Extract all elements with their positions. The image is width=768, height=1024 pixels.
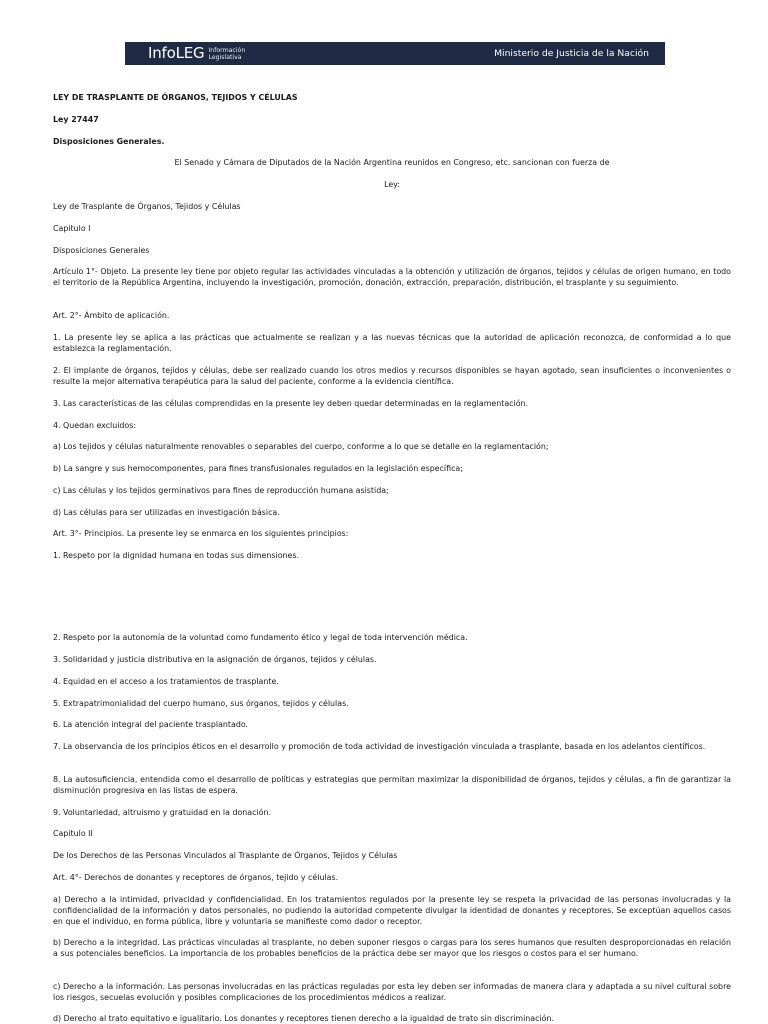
chapter-2-title: De los Derechos de las Personas Vinculados al Trasplante de Órganos, Tejidos y Células bbox=[53, 851, 398, 860]
article-3-item-6: 6. La atención integral del paciente trasplantado. bbox=[53, 720, 249, 729]
article-3-item-5: 5. Extrapatrimonialidad del cuerpo humano, sus órganos, tejidos y células. bbox=[53, 699, 349, 708]
logo-subtitle bbox=[208, 47, 245, 61]
article-2-item-4c: c) Las células y los tejidos germinativos para fines de reproducción humana asistida; bbox=[53, 486, 389, 495]
enactment-formula: El Senado y Cámara de Diputados de la Nación Argentina reunidos en Congreso, etc. sancionan con fuerza de bbox=[174, 158, 610, 167]
law-title: LEY DE TRASPLANTE DE ÓRGANOS, TEJIDOS Y CÉLULAS bbox=[53, 93, 298, 102]
article-3-item-9: 9. Voluntariedad, altruismo y gratuidad en la donación. bbox=[53, 808, 271, 817]
article-3-item-4: 4. Equidad en el acceso a los tratamientos de trasplante. bbox=[53, 677, 279, 686]
ley-label: Ley: bbox=[384, 180, 400, 189]
logo-wordmark: InfoLEG bbox=[148, 44, 205, 62]
article-2-item-4: 4. Quedan excluidos: bbox=[53, 421, 137, 430]
article-4-heading: Art. 4°- Derechos de donantes y receptores de órganos, tejido y células. bbox=[53, 873, 339, 882]
article-3-item-7: 7. La observancia de los principios éticos en el desarrollo y promoción de toda actividad de investigación vinculada a trasplante, basada en los adelantos científicos. bbox=[53, 742, 706, 751]
logo-subtitle-line-1: Información bbox=[208, 46, 246, 54]
article-2-item-1: 1. La presente ley se aplica a las prácticas que actualmente se realizan y a las nuevas técnicas que la autoridad de aplicación reconozca, de conformidad a lo que establezca la reglamentación. bbox=[53, 333, 731, 354]
general-provisions-heading: Disposiciones Generales. bbox=[53, 137, 165, 146]
article-4-item-d: d) Derecho al trato equitativo e igualitario. Los donantes y receptores tienen derecho a la igualdad de trato sin discriminación. bbox=[53, 1014, 555, 1023]
article-2-item-4a: a) Los tejidos y células naturalmente renovables o separables del cuerpo, conforme a lo que se detalle en la reglamentación; bbox=[53, 442, 549, 451]
logo-subtitle-line-2: Legislativa bbox=[208, 53, 242, 61]
infoleg-banner bbox=[125, 42, 665, 65]
article-3-item-1: 1. Respeto por la dignidad humana en todas sus dimensiones. bbox=[53, 551, 300, 560]
article-4-item-b: b) Derecho a la integridad. Las prácticas vinculadas al trasplante, no deben suponer riesgos o cargas para los seres humanos que resulten desproporcionadas en relación a sus potenciales beneficios. La importancia de los probables beneficios de la práctica debe ser mayor que los riesgos o costos para el ser humano. bbox=[53, 938, 731, 959]
law-number: Ley 27447 bbox=[53, 115, 99, 124]
article-3-item-3: 3. Solidaridad y justicia distributiva en la asignación de órganos, tejidos y células. bbox=[53, 655, 377, 664]
article-2-item-4b: b) La sangre y sus hemocomponentes, para fines transfusionales regulados en la legislación específica; bbox=[53, 464, 463, 473]
law-name: Ley de Trasplante de Órganos, Tejidos y Células bbox=[53, 202, 241, 211]
chapter-2-label: Capitulo II bbox=[53, 829, 93, 838]
article-3-heading: Art. 3°- Principios. La presente ley se enmarca en los siguientes principios: bbox=[53, 529, 349, 538]
article-1: Artículo 1°- Objeto. La presente ley tiene por objeto regular las actividades vinculadas a la obtención y utilización de órganos, tejidos y células de origen humano, en todo el territorio de la República Argentina, incluyendo la investigación, promoción, donación, extracción, preparación, distribución, el trasplante y su seguimiento. bbox=[53, 267, 731, 288]
article-2-item-3: 3. Las características de las células comprendidas en la presente ley deben quedar determinadas en la reglamentación. bbox=[53, 399, 529, 408]
article-3-item-2: 2. Respeto por la autonomía de la voluntad como fundamento ético y legal de toda intervención médica. bbox=[53, 633, 468, 642]
article-2-item-2: 2. El implante de órganos, tejidos y células, debe ser realizado cuando los otros medios y recursos disponibles se hayan agotado, sean insuficientes o inconvenientes o resulte la mejor alternativa terapéutica para la salud del paciente, conforme a la evidencia científica. bbox=[53, 366, 731, 387]
article-2-heading: Art. 2°- Ámbito de aplicación. bbox=[53, 311, 170, 320]
ministry-name: Ministerio de Justicia de la Nación bbox=[494, 48, 649, 59]
article-4-item-c: c) Derecho a la información. Las personas involucradas en las prácticas reguladas por esta ley deben ser informadas de manera clara y adaptada a su nivel cultural sobre los riesgos, secuelas evolución y posibles complicaciones de los procedimientos médicos a realizar. bbox=[53, 982, 731, 1003]
chapter-1-label: Capitulo I bbox=[53, 224, 91, 233]
article-3-item-8: 8. La autosuficiencia, entendida como el desarrollo de políticas y estrategias que permitan maximizar la disponibilidad de órganos, tejidos y células, a fin de garantizar la disminución progresiva en las listas de espera. bbox=[53, 775, 731, 796]
article-4-item-a: a) Derecho a la intimidad, privacidad y confidencialidad. En los tratamientos regulados por la presente ley se respeta la privacidad de las personas involucradas y la confidencialidad de la información y datos personales, no pudiendo la autoridad competente divulgar la identidad de donantes y receptores. Se exceptúan aquellos casos en que el individuo, en forma pública, libre y voluntaria se manifieste como dador o receptor. bbox=[53, 895, 731, 927]
infoleg-logo[interactable] bbox=[148, 46, 245, 61]
article-2-item-4d: d) Las células para ser utilizadas en investigación básica. bbox=[53, 508, 280, 517]
chapter-1-title: Disposiciones Generales bbox=[53, 246, 150, 255]
